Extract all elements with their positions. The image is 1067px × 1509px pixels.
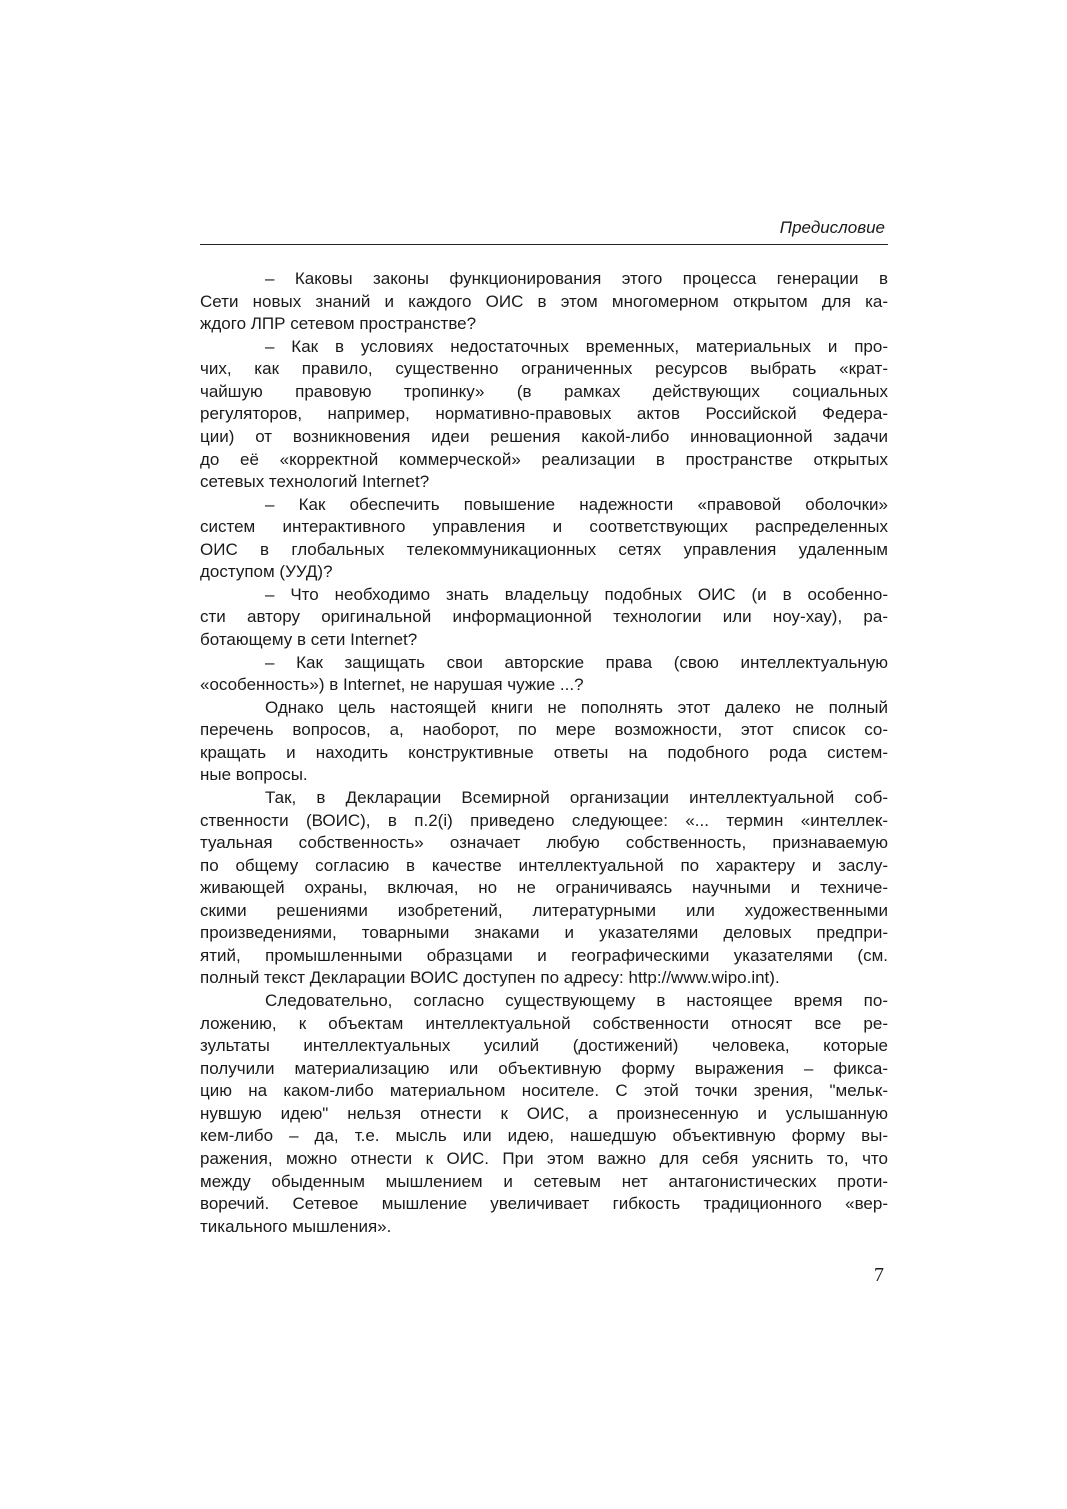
paragraph: [200, 652, 888, 697]
text-line: ОИС в глобальных телекоммуникационных сетях управления удаленным: [200, 539, 888, 559]
text-line: до её «корректной коммерческой» реализации в пространстве открытых: [200, 449, 888, 469]
text-line: «особенность») в Internet, не нарушая чужие ...?: [200, 675, 584, 695]
text-line: ботающему в сети Internet?: [200, 630, 418, 649]
text-line: Сети новых знаний и каждого ОИС в этом многомерном открытом для ка-: [200, 291, 888, 311]
text-line: между обыденным мышлением и сетевым нет антагонистических проти-: [200, 1171, 888, 1191]
text-line: ции) от возникновения идеи решения какой-либо инновационной задачи: [200, 426, 888, 446]
text-line: – Как обеспечить повышение надежности «правовой оболочки»: [265, 494, 888, 514]
text-line: зультаты интеллектуальных усилий (достижений) человека, которые: [200, 1036, 888, 1056]
text-line: систем интерактивного управления и соответствующих распределенных: [200, 517, 888, 537]
text-line: ложению, к объектам интеллектуальной собственности относят все ре-: [200, 1013, 888, 1033]
text-line: ждого ЛПР сетевом пространстве?: [200, 314, 477, 334]
paragraph: [200, 787, 888, 990]
text-line: живающей охраны, включая, но не ограничиваясь научными и техниче-: [200, 878, 888, 898]
header-title: Предисловие: [779, 218, 885, 237]
text-line: полный текст Декларации ВОИС доступен по адресу: http://www.wipo.int).: [200, 968, 780, 988]
text-line: получили материализацию или объективную форму выражения – фикса-: [200, 1058, 888, 1078]
body-text: [200, 268, 888, 1238]
text-line: Следовательно, согласно существующему в настоящее время по-: [265, 991, 888, 1010]
text-line: доступом (УУД)?: [200, 562, 333, 582]
paragraph: [200, 336, 888, 494]
text-line: цию на каком-либо материальном носителе. С этой точки зрения, "мельк-: [200, 1081, 888, 1101]
text-line: произведениями, товарными знаками и указателями деловых предпри-: [200, 923, 888, 943]
text-line: по общему согласию в качестве интеллектуальной по характеру и заслу-: [200, 855, 888, 875]
text-line: – Как защищать свои авторские права (свою интеллектуальную: [265, 652, 888, 672]
text-line: регуляторов, например, нормативно-правовых актов Российской Федера-: [200, 404, 888, 424]
text-line: скими решениями изобретений, литературными или художественными: [200, 900, 888, 920]
text-line: ственности (ВОИС), в п.2(i) приведено следующее: «... термин «интеллек-: [200, 810, 888, 830]
text-line: – Как в условиях недостаточных временных, материальных и про-: [265, 336, 888, 356]
paragraph: [200, 697, 888, 787]
paragraph: [200, 494, 888, 584]
text-line: Так, в Декларации Всемирной организации интеллектуальной соб-: [265, 787, 888, 807]
text-line: сетевых технологий Internet?: [200, 472, 430, 492]
text-line: ражения, можно отнести к ОИС. При этом важно для себя уяснить то, что: [200, 1148, 888, 1168]
paragraph: [200, 584, 888, 652]
text-line: сти автору оригинальной информационной технологии или ноу-хау), ра-: [200, 607, 888, 627]
text-line: перечень вопросов, а, наоборот, по мере возможности, этот список со-: [200, 720, 888, 740]
running-header: [200, 217, 888, 245]
paragraph: [200, 990, 888, 1238]
text-line: кращать и находить конструктивные ответы на подобного рода систем-: [200, 742, 888, 762]
text-line: ные вопросы.: [200, 765, 308, 785]
text-line: чих, как правило, существенно ограниченных ресурсов выбрать «крат-: [200, 359, 888, 379]
text-line: нувшую идею" нельзя отнести к ОИС, а произнесенную и услышанную: [200, 1103, 888, 1123]
text-line: Однако цель настоящей книги не пополнять этот далеко не полный: [265, 697, 888, 717]
text-line: – Каковы законы функционирования этого процесса генерации в: [265, 269, 888, 288]
text-line: кем-либо – да, т.е. мысль или идею, нашедшую объективную форму вы-: [200, 1126, 888, 1146]
text-line: чайшую правовую тропинку» (в рамках действующих социальных: [200, 381, 888, 401]
text-line: – Что необходимо знать владельцу подобных ОИС (и в особенно-: [265, 584, 888, 604]
paragraph: [200, 268, 888, 336]
text-line: ятий, промышленными образцами и географическими указателями (см.: [200, 945, 888, 965]
text-line: тикального мышления».: [200, 1216, 392, 1236]
page-number: 7: [874, 1264, 884, 1286]
text-line: воречий. Сетевое мышление увеличивает гибкость традиционного «вер-: [200, 1194, 888, 1214]
text-line: туальная собственность» означает любую собственность, признаваемую: [200, 833, 888, 853]
